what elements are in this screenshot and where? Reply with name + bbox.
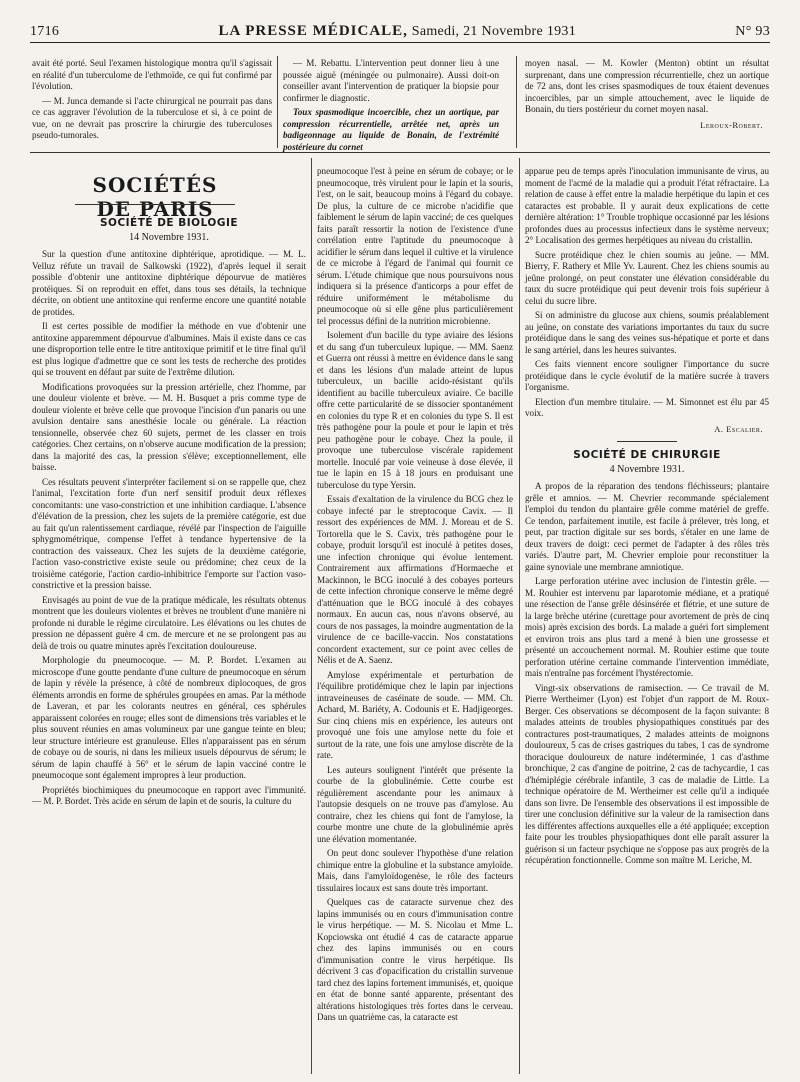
right-column: [525, 166, 769, 870]
paragraph: avait été porté. Seul l'examen histologique montra qu'il s'agissait en réalité d'un tuberculome de l'ethmoïde, ce qui fut confirmé par l'évolution.: [32, 58, 272, 91]
journal-title: LA PRESSE MÉDICALE,: [218, 23, 408, 39]
article-heading: Toux spasmodique incoercible, chez un aortique, par compression récurrentielle, arrêtée net, après un badigeonnage au liquide de Bonain, de l'extrémité postérieure du cornet: [283, 107, 499, 152]
page-header: [30, 18, 770, 43]
paragraph: Large perforation utérine avec inclusion de l'intestin grêle. — M. Rouhier est intervenu par laparotomie médiane, et a pratiqué une résection de l'anse grêle désinsérée et flétrie, et une suture de la large brèche utérine (curettage pour avortement de près de cinq mois) après excision des bords. La malade a guéri fort simplement et environ trois ans plus tard a mené à bien une grossesse et présenté un accouchement normal. M. Rouhier estime que toute perforation utérine certaine commande l'intervention immédiate, mais n'entraîne pas forcément l'hystérectomie.: [525, 576, 769, 678]
short-divider: [617, 441, 677, 442]
biologie-column-1: [32, 214, 306, 811]
top-column-3: [525, 58, 769, 135]
paragraph: Sur la question d'une antitoxine diphtérique, aprotidique. — M. L. Velluz réfute un travail de Salkowski (1922), d'après lequel il serait possible d'obtenir une antitoxine diphtérique dépourvue de matières protéiques. Si on reproduit en effet, dans tous ses détails, la technique décrite, on obtient une antitoxine qui renferme encore une quantité notable de protides.: [32, 249, 306, 317]
paragraph: — M. Rebattu. L'intervention peut donner lieu à une poussée aiguë (méningée ou pulmonaire). Aussi doit-on conseiller avant l'intervention de pratiquer la biopsie pour confirmer le diagnostic.: [283, 58, 499, 103]
paragraph: Morphologie du pneumocoque. — M. P. Bordet. L'examen au microscope d'une goutte pendante d'une culture de pneumocoque en sérum de lapin y révèle la présence, à côté de nombreux diplocoques, de gros éléments arrondis en forme de sphérules groupées en amas. Par la méthode de Laveran, et par les colorants neutres en général, ces sphérules apparaissent colorées en rouge; elles sont de dimensions très variables et le plus souvent réunies en amas volumineux par une gangue teinte en bleu; leur structure intérieure est granuleuse. Elles n'apparaissent pas en sérum de cobaye ou de souris, ni dans les milieux usuels dépourvus de sérum; le sérum de lapin chauffé à 56° et le sérum de lapin vacciné contre le pneumocoque sont également impropres à leur production.: [32, 655, 306, 780]
paragraph: Amylose expérimentale et perturbation de l'équilibre protidémique chez le lapin par injections intraveineuses de caséinate de soude. — MM. Ch. Achard, M. Bariéty, A. Codounis et E. Hadjigeorges. Sur cinq chiens mis en expérience, les auteurs ont provoqué une fois une amylose nette du foie et surtout de la rate, une fois une amylose discrète de la rate.: [317, 669, 513, 760]
section-date: 4 Novembre 1931.: [609, 463, 685, 475]
biologie-column-2: [317, 166, 513, 1027]
paragraph: Sucre protéidique chez le chien soumis au jeûne. — MM. Bierry, F. Rathery et Mlle Yv. Laurent. Chez les chiens soumis au jeûne prolongé, on peut constater une élévation considérable du taux du sucre protéidique qui peut devenir trois fois supérieur à celui du sucre libre.: [525, 249, 769, 306]
section-title: SOCIÉTÉ DE CHIRURGIE: [573, 449, 721, 461]
page-number: 1716: [30, 24, 60, 39]
top-column-1: [32, 58, 272, 145]
issue-date: Samedi, 21 Novembre 1931: [411, 24, 577, 39]
column-divider: [311, 158, 312, 1074]
paragraph: Envisagés au point de vue de la pratique médicale, les résultats obtenus montrent que les douleurs violentes et brèves ne troublent d'une manière ni profonde ni durable le régime circulatoire. Les élévations ou les chutes de pression ne dépassent guère 4 cm. de mercure et ne se prolongent pas au delà de trois ou quatre minutes après l'excitation douloureuse.: [32, 594, 306, 651]
paragraph: A propos de la réparation des tendons fléchisseurs; plantaire grêle et amnios. — M. Chevrier recommande spécialement l'emploi du tendon du plantaire grêle comme matériel de greffe. Ce tendon, parfaitement inutile, est facile à prélever, très long, et peut, par traction digitale sur ses bords, s'étaler en une lame de deux travers de doigt: ceci permet de l'adapter à des rôles très variés. D'autre part, M. Chevrier emploie pour reconstituer la gaine synoviale une membrane amniotique.: [525, 481, 769, 572]
paragraph: moyen nasal. — M. Kowler (Menton) obtint un résultat surprenant, dans une compression récurrentielle, chez un aortique de 72 ans, dont les crises spasmodiques de toux étaient devenues incoercibles, par un simple attouchement, avec le liquide de Bonain, du tiers postérieur du cornet moyen nasal.: [525, 58, 769, 114]
main-title: SOCIÉTÉS DE PARIS: [92, 173, 218, 221]
column-divider: [519, 158, 520, 1074]
paragraph: — M. Junca demande si l'acte chirurgical ne pourrait pas dans ce cas aggraver l'évolution de la tuberculose et si, à ce point de vue, on ne devrait pas proscrire la chirurgie des tuberculoses pseudo-tumorales.: [32, 95, 272, 140]
section-title: SOCIÉTÉ DE BIOLOGIE: [99, 217, 239, 229]
issue-number: N° 93: [735, 24, 770, 39]
paragraph: Il est certes possible de modifier la méthode en vue d'obtenir une antitoxine apparemment dépourvue d'albumines. Mais il existe dans ce cas une disproportion telle entre le titre antitoxique primitif et le titre final qu'il est plus logique d'admettre que ce sont les tests de recherche des protides qui se trouvent en défaut par suite de l'extrême dilution.: [32, 321, 306, 377]
column-divider: [516, 56, 517, 148]
paragraph: Si on administre du glucose aux chiens, soumis préalablement au jeûne, on constate des variations importantes du taux du sucre protéidique dans le sang des veines sus-hépatique et porte et dans le sang artériel, dans les heures suivantes.: [525, 310, 769, 355]
top-column-2: [283, 58, 499, 156]
paragraph: Isolement d'un bacille du type aviaire des lésions et du sang d'un tuberculeux lupique. — MM. Saenz et Guerra ont réussi à mettre en évidence dans le sang et dans les lésions d'un malade atteint de lupus tuberculeux, un bacille acido-résistant qu'ils identifient au bacille tuberculeux aviaire. Ce bacille offre cette particularité de se dissocier spontanément en colonies du type R et en colonies du type S. Il est très pathogène pour la poule et pour le lapin et très peu pathogène pour le cobaye. Chez la poule, il provoque une tuberculose viscérale rapidement mortelle. Inoculé par voie veineuse à dose élevée, il tue le lapin en 15 à 18 jours en produisant une tuberculose du type Yersin.: [317, 330, 513, 490]
signature: Leroux-Robert.: [700, 119, 763, 130]
paragraph: Vingt-six observations de ramisection. — Ce travail de M. Pierre Wertheimer (Lyon) est l'objet d'un rapport de M. Roux-Berger. Ces observations se décomposent de la façon suivante: 8 malades atteints de troubles physiopathiques constitués par des contractures post-traumatiques, 2 malades atteints de moignons douloureux, 5 cas de crises gastriques du tabes, 1 cas de syndrome thoracique douloureux de nature indéterminée, 1 cas d'asthme bronchique, 2 cas d'angine de poitrine, 2 cas de tachycardie, 1 cas d'hémiplégie cérébrale infantile, 3 cas de maladie de Little. La technique opératoire de M. Wertheimer est celle qu'il a indiquée dans son livre. De l'ensemble des observations il est impossible de tirer une conclusion définitive sur la valeur de la ramisection dans les différentes affections auxquelles elle a été appliquée; exception faite pour les troubles physiopathiques dont elle paraît assurer la guérison si un facteur psychique ne s'oppose pas aux progrès de la récupération fonctionnelle. Comme son maître M. Leriche, M.: [525, 682, 769, 865]
paragraph: Propriétés biochimiques du pneumocoque en rapport avec l'immunité. — M. P. Bordet. Très acide en sérum de lapin et de souris, la culture du: [32, 784, 306, 806]
column-divider: [277, 56, 278, 148]
paragraph: Les auteurs soulignent l'intérêt que présente la courbe de la globulinémie. Cette courbe est régulièrement ascendante pour les animaux à l'autopsie desquels on ne trouve pas d'amylose. Au contraire, chez les chiens qui font de l'amylose, la courbe montre une chute de la globulinémie après une élévation momentanée.: [317, 764, 513, 844]
signature: A. Escalier.: [714, 423, 763, 434]
paragraph: Ces faits viennent encore souligner l'importance du sucre protéidique dans le cycle évolutif de la matière sucrée à travers l'organisme.: [525, 359, 769, 392]
paragraph: apparue peu de temps après l'inoculation immunisante de virus, au moment de l'acmé de la maladie qui a produit l'état réfractaire. La relation de cause à effet entre la maladie herpétique du lapin et ces cataractes est probable. Il y aurait deux explications de cette dernière altération: 1° Trouble trophique occasionné par les lésions profondes dues au processus infectieux dans le système nerveux; 2° Localisation des germes herpétiques au niveau du cristallin.: [525, 166, 769, 245]
paragraph: Ces résultats peuvent s'interpréter facilement si on se rappelle que, chez l'animal, l'excitation forte d'un nerf sensitif produit deux réflexes concomitants: une vaso-constriction et une inhibition cardiaque. L'absence d'élévation de la pression, chez les sujets de la première catégorie, est due au fait qu'un ralentissement cardiaque, révélé par l'inspection de l'aiguille sphygmométrique, compense l'effet à tendance hypertensive de la contraction des vaisseaux. Chez les sujets de la deuxième catégorie, l'action vaso-constrictive existe seule ou prédomine; chez ceux de la troisième catégorie, l'action cardio-inhibitrice l'emporte sur l'action vaso-constrictive et la pression baisse.: [32, 476, 306, 590]
title-underline: [75, 204, 235, 205]
paragraph: Essais d'exaltation de la virulence du BCG chez le cobaye infecté par le streptocoque Cavix. — Il ressort des expériences de MM. J. Moreau et de S. Tortorella que le S. Cavix, très pathogène pour le cobaye, produit lorsqu'il est inoculé à petites doses, une infection chronique qui évolue lentement. Contrairement aux affirmations d'Hormaeche et Mackinnon, le BCG inoculé à des cobayes porteurs de cette infection chronique conserve le même degré d'atténuation que le BCG inoculé à des cobayes normaux. En aucun cas, nous n'avons observé, au cours de nos passages, la moindre augmentation de la virulence de ce bacille-vaccin. Nos constatations concordent exactement, sur ce point avec celles de Nélis et de A. Saenz.: [317, 494, 513, 665]
paragraph: Modifications provoquées sur la pression artérielle, chez l'homme, par une douleur violente et brève. — M. H. Busquet a pris comme type de douleur violente et brève celle que provoque l'incision d'un panaris ou une avulsion dentaire sans anesthésie locale ou générale. La réaction tensionnelle, observée chez 60 sujets, permet de les classer en trois catégories. Chez certains, on n'observe aucune modification de la pression; dans la majorité des cas, la pression s'élève; exceptionnellement, elle baisse.: [32, 381, 306, 472]
paragraph: Quelques cas de cataracte survenue chez des lapins immunisés ou en cours d'immunisation contre le virus herpétique. — M. S. Nicolau et Mme L. Kopciowska ont étudié 4 cas de cataracte apparue chez des lapins immunisés ou en cours d'immunisation contre le virus herpétique. Ils décrivent 3 cas d'opacification du cristallin survenue tard chez des lapins fortement immunisés, et, quoique en état de bonne santé apparente, présentant des altérations histologiques très fortes dans le cerveau. Dans un quatrième cas, la cataracte est: [317, 897, 513, 1022]
paragraph: pneumocoque l'est à peine en sérum de cobaye; or le pneumocoque, très virulent pour le lapin et la souris, l'est, on le sait, beaucoup moins à l'égard du cobaye. De plus, la culture de ce microbe n'acidifie que faiblement le sérum de lapin vacciné; de ces quelques faits paraît ressortir la notion de l'existence d'une corrélation entre l'aptitude du pneumocoque à acidifier le sérum dans lequel il cultive et la virulence de ce microbe à l'égard de l'animal qui fournit ce sérum. L'étude chimique que nous poursuivons nous indiquera si la présence d'anticorps a pour effet de réduire uniformément le métabolisme du pneumocoque où si elle gêne plus particulièrement tel processus défini de la nutrition microbienne.: [317, 166, 513, 326]
section-divider: [30, 152, 770, 153]
paragraph: On peut donc soulever l'hypothèse d'une relation chimique entre la globuline et la substance amyloïde. Mais, dans l'amyloïdogenèse, le rôle des facteurs tissulaires locaux est sans doute très important.: [317, 848, 513, 893]
paragraph: Election d'un membre titulaire. — M. Simonnet est élu par 45 voix.: [525, 396, 769, 418]
journal-title-line: [218, 23, 576, 40]
section-date: 14 Novembre 1931.: [129, 231, 209, 243]
